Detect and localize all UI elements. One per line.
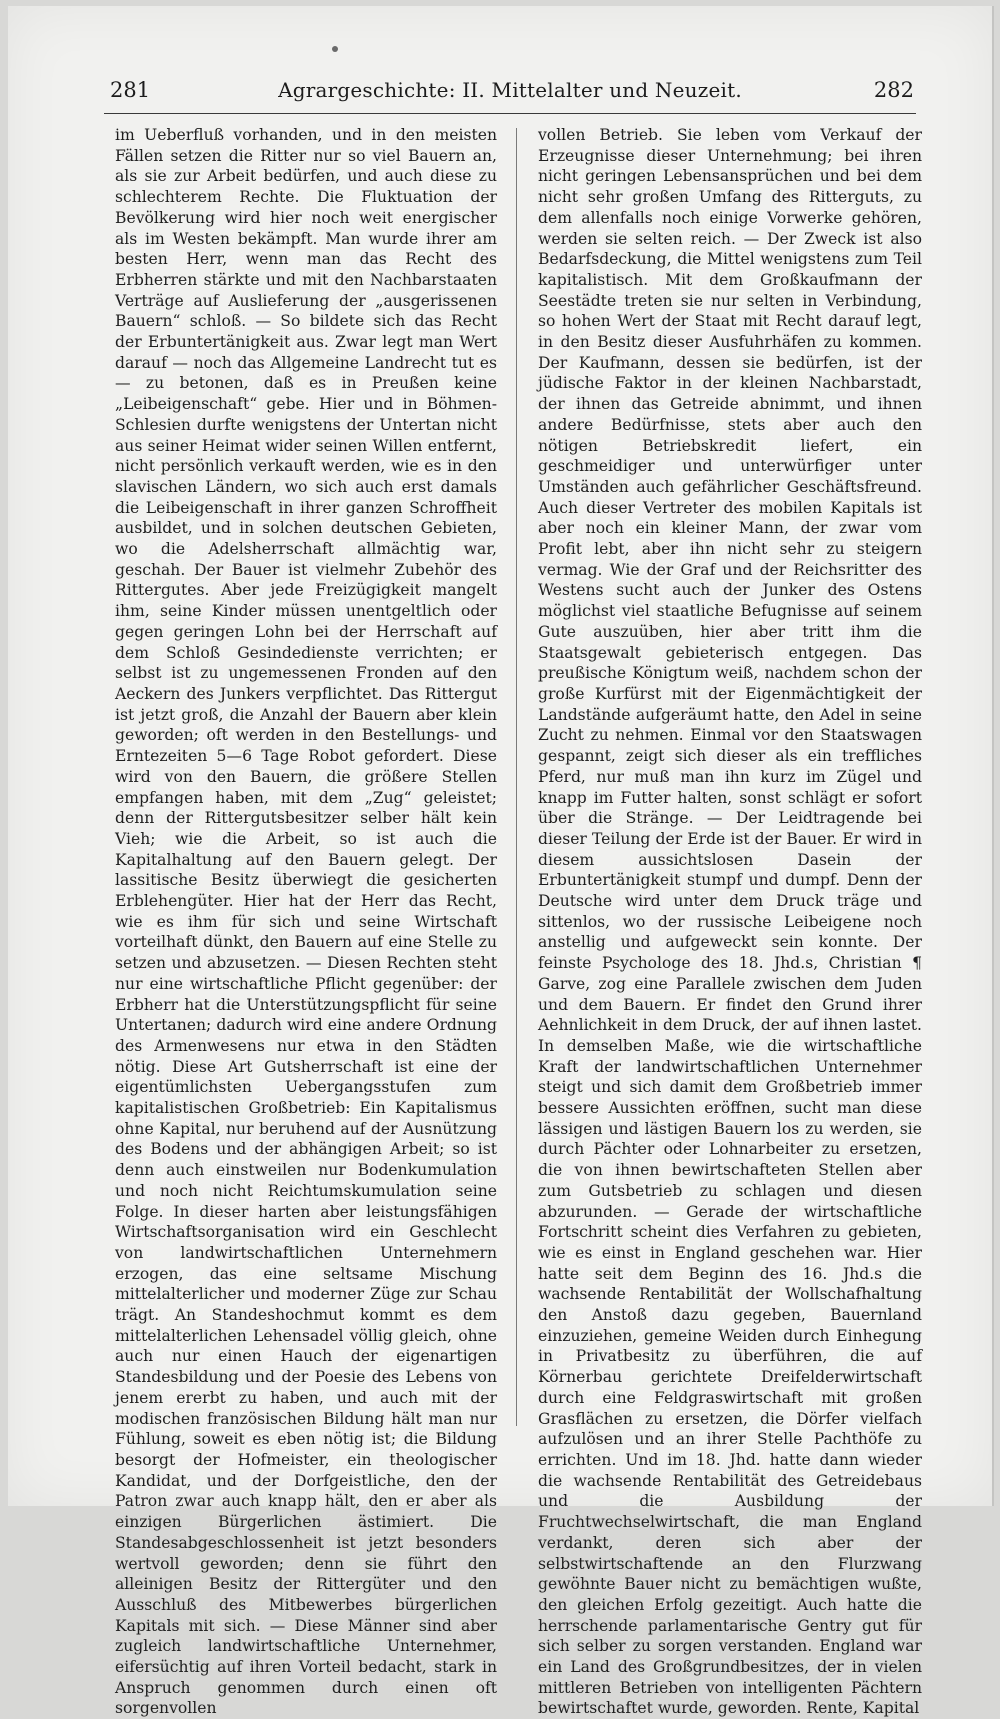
- column-divider: [516, 128, 517, 1426]
- right-column-text: vollen Betrieb. Sie leben vom Verkauf der Erzeugnisse dieser Unternehmung; bei ihren nicht geringen Lebensansprüchen und bei dem nicht sehr großen Umfang des Ritterguts, zu dem allenfalls noch einige Vorwerke gehören, werden sie selten reich. — Der Zweck ist also Bedarfsdeckung, die Mittel wenigstens zum Teil kapitalistisch. Mit dem Großkaufmann der Seestädte treten sie nur selten in Verbindung, so hohen Wert der Staat mit Recht darauf legt, in den Besitz dieser Ausfuhrhäfen zu kommen. Der Kaufmann, dessen sie bedürfen, ist der jüdische Faktor in der kleinen Nachbarstadt, der ihnen das Getreide abnimmt, und ihnen andere Bedürfnisse, stets aber auch den nötigen Betriebskredit liefert, ein geschmeidiger und unterwürfiger unter Umständen auch gefährlicher Geschäftsfreund. Auch dieser Vertreter des mobilen Kapitals ist aber noch ein kleiner Mann, der zwar vom Profit lebt, aber ihn nicht sehr zu steigern vermag. Wie der Graf und der Reichsritter des Westens sucht auch der Junker des Ostens möglichst viel staatliche Befugnisse auf seinem Gute auszuüben, hier aber tritt ihm die Staatsgewalt gebieterisch entgegen. Das preußische Königtum weiß, nachdem schon der große Kurfürst mit der Eigenmächtigkeit der Landstände aufgeräumt hatte, den Adel in seine Zucht zu nehmen. Einmal vor den Staatswagen gespannt, zeigt sich dieser als ein treffliches Pferd, nur muß man ihn kurz im Zügel und knapp im Futter halten, sonst schlägt er sofort über die Stränge. — Der Leidtragende bei dieser Teilung der Erde ist der Bauer. Er wird in diesem aussichtslosen Dasein der Erbuntertänigkeit stumpf und dumpf. Denn der Deutsche wird unter dem Druck träge und sittenlos, wo der russische Leibeigene noch anstellig und aufgeweckt sein konnte. Der feinste Psychologe des 18. Jhd.s, Christian ¶ Garve, zog eine Parallele zwischen dem Juden und dem Bauern. Er findet den Grund ihrer Aehnlichkeit in dem Druck, der auf ihnen lastet. In demselben Maße, wie die wirtschaftliche Kraft der landwirtschaftlichen Unternehmer steigt und sich damit dem Großbetrieb immer bessere Aussichten eröffnen, sucht man diese lässigen und lästigen Bauern los zu werden, sie durch Pächter oder Lohnarbeiter zu ersetzen, die von ihnen bewirtschafteten Stellen aber zum Gutsbetrieb zu schlagen und diesen abzurunden. — Gerade der wirtschaftliche Fortschritt scheint dies Verfahren zu gebieten, wie es einst in England geschehen war. Hier hatte seit dem Beginn des 16. Jhd.s die wachsende Rentabilität der Wollschafhaltung den Anstoß dazu gegeben, Bauernland einzuziehen, gemeine Weiden durch Einhegung in Privatbesitz zu überführen, die auf Körnerbau gerichtete Dreifelderwirtschaft durch eine Feldgraswirtschaft mit großen Grasflächen zu ersetzen, die Dörfer vielfach aufzulösen und an ihrer Stelle Pachthöfe zu errichten. Und im 18. Jhd. hatte dann wieder die wachsende Rentabilität des Getreidebaus und die Ausbildung der Fruchtwechselwirtschaft, die man England verdankt, deren sich aber der selbstwirtschaftende an den Flurzwang gewöhnte Bauer nicht zu bemächtigen wußte, den gleichen Erfolg gezeitigt. Auch hatte die herrschende parlamentarische Gentry gut für sich selber zu sorgen verstanden. England war ein Land des Großgrundbesitzes, der in vielen mittleren Betrieben von intelligenten Pächtern bewirtschaftet wurde, geworden. Rente, Kapital: [538, 126, 922, 1718]
- left-column-text: im Ueberfluß vorhanden, und in den meisten Fällen setzen die Ritter nur so viel Bauern an, als sie zur Arbeit bedürfen, und auch diese zu schlechterem Rechte. Die Fluktuation der Bevölkerung wird hier noch weit energischer als im Westen bekämpft. Man wurde ihrer am besten Herr, wenn man das Recht des Erbherren stärkte und mit den Nachbarstaaten Verträge auf Auslieferung der „ausgerissenen Bauern“ schloß. — So bildete sich das Recht der Erbuntertänigkeit aus. Zwar legt man Wert darauf — noch das Allgemeine Landrecht tut es — zu betonen, daß es in Preußen keine „Leibeigenschaft“ gebe. Hier und in Böhmen-Schlesien durfte wenigstens der Untertan nicht aus seiner Heimat wider seinen Willen entfernt, nicht persönlich verkauft werden, wie es in den slavischen Ländern, wo sich auch erst damals die Leibeigenschaft in ihrer ganzen Schroffheit ausbildet, und in solchen deutschen Gebieten, wo die Adelsherrschaft allmächtig war, geschah. Der Bauer ist vielmehr Zubehör des Rittergutes. Aber jede Freizügigkeit mangelt ihm, seine Kinder müssen unentgeltlich oder gegen geringen Lohn bei der Herrschaft auf dem Schloß Gesindedienste verrichten; er selbst ist zu ungemessenen Fronden auf den Aeckern des Junkers verpflichtet. Das Rittergut ist jetzt groß, die Anzahl der Bauern aber klein geworden; oft werden in den Bestellungs- und Erntezeiten 5—6 Tage Robot gefordert. Diese wird von den Bauern, die größere Stellen empfangen haben, mit dem „Zug“ geleistet; denn der Rittergutsbesitzer selber hält kein Vieh; wie die Arbeit, so ist auch die Kapitalhaltung auf den Bauern gelegt. Der lassitische Besitz überwiegt die gesicherten Erblehengüter. Hier hat der Herr das Recht, wie es ihm für sich und seine Wirtschaft vorteilhaft dünkt, den Bauern auf eine Stelle zu setzen und abzusetzen. — Diesen Rechten steht nur eine wirtschaftliche Pflicht gegenüber: der Erbherr hat die Unterstützungspflicht für seine Untertanen; dadurch wird eine andere Ordnung des Armenwesens nur etwa in den Städten nötig. Diese Art Gutsherrschaft ist eine der eigentümlichsten Uebergangsstufen zum kapitalistischen Großbetrieb: Ein Kapitalismus ohne Kapital, nur beruhend auf der Ausnützung des Bodens und der abhängigen Arbeit; so ist denn auch einstweilen nur Bodenkumulation und noch nicht Reichtumskumulation seine Folge. In dieser harten aber leistungsfähigen Wirtschaftsorganisation wird ein Geschlecht von landwirtschaftlichen Unternehmern erzogen, das eine seltsame Mischung mittelalterlicher und moderner Züge zur Schau trägt. An Standeshochmut kommt es dem mittelalterlichen Lehensadel völlig gleich, ohne auch nur einen Hauch der eigenartigen Standesbildung und der Poesie des Lebens von jenem ererbt zu haben, und auch mit der modischen französischen Bildung hält man nur Fühlung, soweit es eben nötig ist; die Bildung besorgt der Hofmeister, ein theologischer Kandidat, und der Dorfgeistliche, den der Patron zwar auch knapp hält, den er aber als einzigen Bürgerlichen ästimiert. Die Standesabgeschlossenheit ist jetzt besonders wertvoll geworden; denn sie führt den alleinigen Besitz der Rittergüter und den Ausschluß des Mitbewerbes bürgerlichen Kapitals mit sich. — Diese Männer sind aber zugleich landwirtschaftliche Unternehmer, eifersüchtig auf ihren Vorteil bedacht, stark in Anspruch genommen durch einen oft sorgenvollen: [115, 126, 497, 1718]
- book-page: [8, 6, 994, 1718]
- page-header: [104, 76, 916, 110]
- right-column: [538, 125, 922, 1719]
- page-number-right: 282: [873, 78, 914, 102]
- print-speck: [332, 46, 338, 52]
- running-title: Agrargeschichte: II. Mittelalter und Neuzeit.: [278, 78, 742, 102]
- left-column: [115, 125, 497, 1719]
- header-rule: [104, 113, 916, 114]
- page-number-left: 281: [110, 78, 151, 102]
